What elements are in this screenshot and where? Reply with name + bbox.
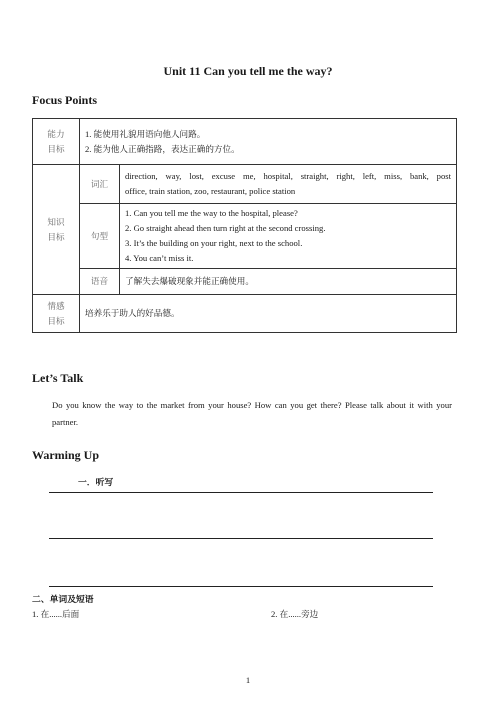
vocab-item-1: 1. 在......后面	[32, 609, 80, 619]
sentence-item-1: 1. Can you tell me the way to the hospital, please?	[125, 208, 298, 218]
sentence-label: 句型	[80, 204, 120, 269]
sentence-content	[120, 204, 457, 269]
ability-item-2: 2. 能为他人正确指路，表达正确的方位。	[85, 143, 240, 154]
focus-points-heading: Focus Points	[32, 93, 98, 107]
focus-points-table	[32, 118, 457, 333]
answer-line-2[interactable]	[49, 538, 433, 539]
warming-up-heading: Warming Up	[32, 448, 100, 462]
answer-line-1[interactable]	[49, 492, 433, 493]
dictation-heading: 一．听写	[78, 477, 114, 487]
vocab-line-1: direction, way, lost, excuse me, hospital, straight, right, left, miss, bank, post	[125, 171, 451, 181]
words-phrases-heading: 二、单词及短语	[32, 594, 94, 604]
vocab-item-2: 2. 在......旁边	[271, 609, 319, 619]
sentence-item-2: 2. Go straight ahead then turn right at the second crossing.	[125, 223, 326, 233]
emotion-label	[33, 295, 80, 333]
knowledge-label	[33, 165, 80, 295]
page-title: Unit 11 Can you tell me the way?	[163, 64, 333, 78]
lets-talk-heading: Let’s Talk	[32, 371, 84, 385]
ability-label	[33, 119, 80, 165]
phonetics-label: 语音	[80, 269, 120, 295]
vocab-label: 词汇	[80, 165, 120, 204]
emotion-label-text: 情感 目标	[47, 300, 65, 326]
page-number: 1	[245, 675, 251, 685]
ability-content	[80, 119, 457, 165]
ability-item-1: 1. 能使用礼貌用语向他人问路。	[85, 128, 206, 139]
answer-line-3[interactable]	[49, 586, 433, 587]
emotion-content: 培养乐于助人的好品德。	[80, 295, 457, 333]
vocab-content	[120, 165, 457, 204]
knowledge-label-text: 知识 目标	[47, 216, 65, 242]
vocab-line-2: office, train station, zoo, restaurant, police station	[125, 186, 296, 196]
phonetics-content: 了解失去爆破现象并能正确使用。	[120, 269, 457, 295]
lets-talk-text: Do you know the way to the market from your house? How can you get there? Please talk about it with your partner.	[52, 400, 452, 427]
ability-label-text: 能力 目标	[47, 128, 65, 154]
sentence-item-3: 3. It’s the building on your right, next to the school.	[125, 238, 303, 248]
sentence-item-4: 4. You can’t miss it.	[125, 253, 194, 263]
